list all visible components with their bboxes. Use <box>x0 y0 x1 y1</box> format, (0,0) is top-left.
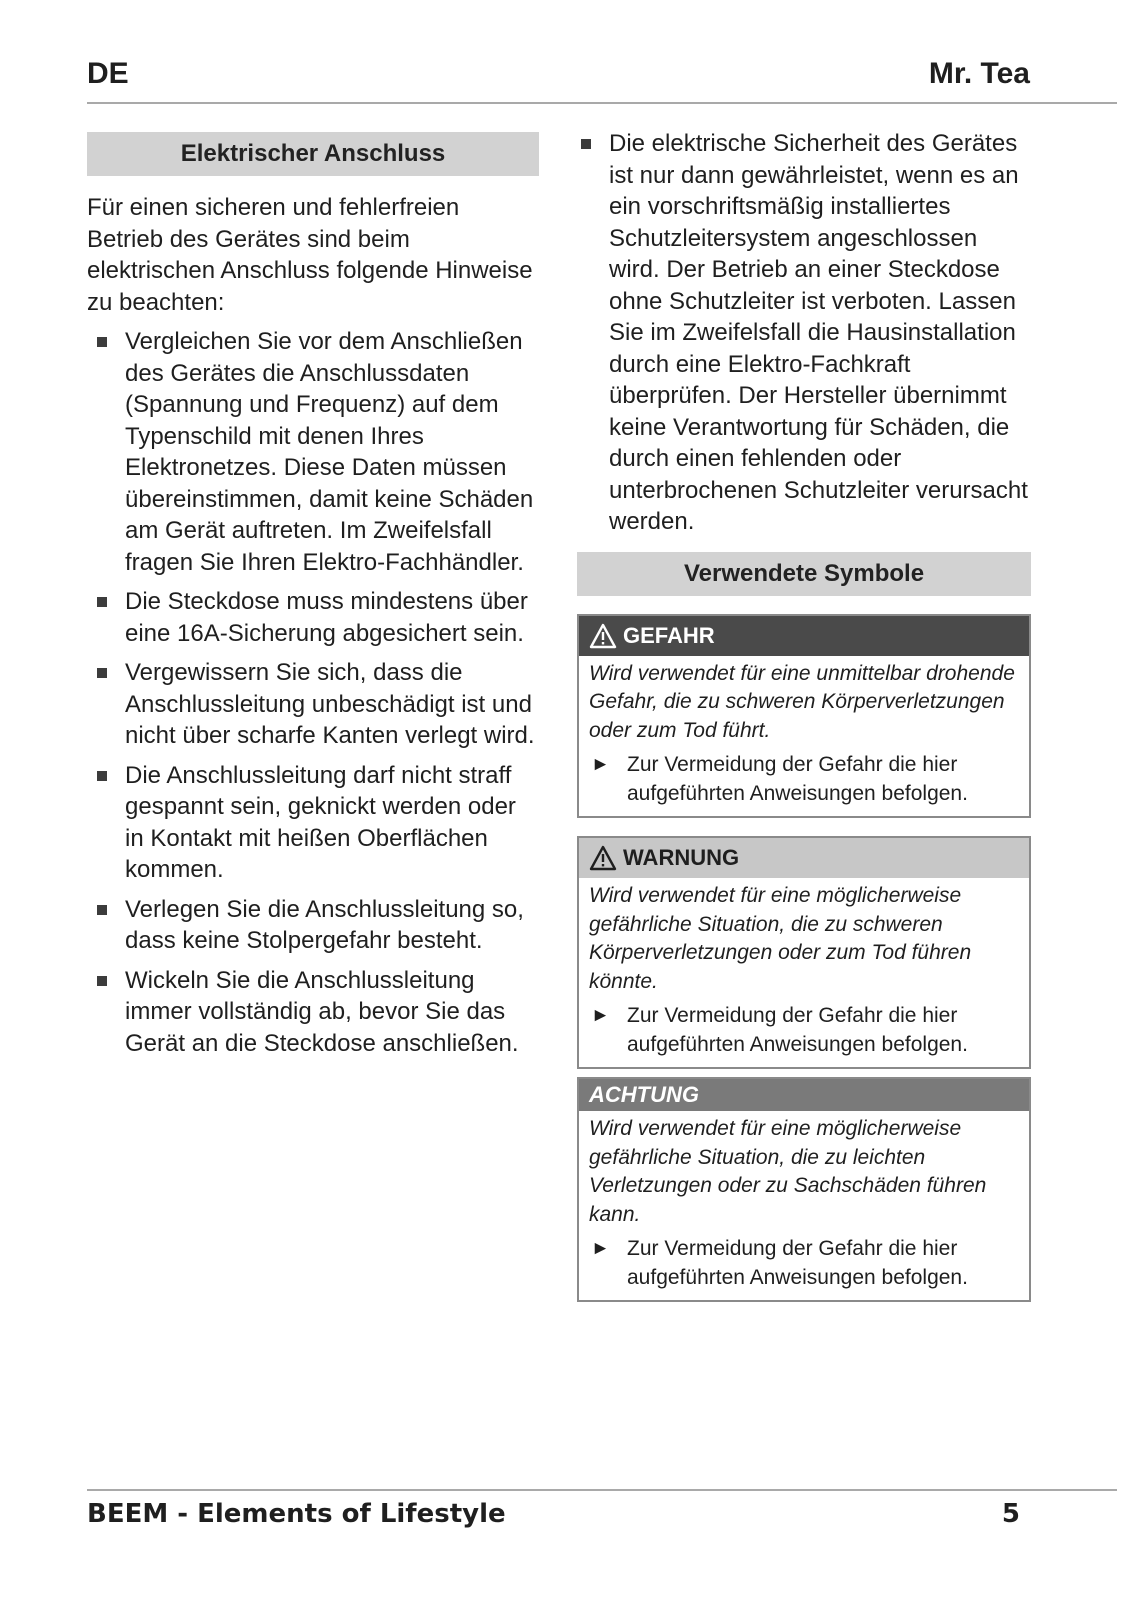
list-item-text: Wickeln Sie die Anschlussleitung immer vollständig ab, bevor Sie das Gerät an die Steckdose anschließen. <box>125 966 519 1057</box>
danger-label: GEFAHR <box>623 622 715 648</box>
warning-triangle-icon <box>589 845 617 871</box>
warning-label: WARNUNG <box>623 845 740 870</box>
danger-notice-header <box>579 616 1029 656</box>
list-item-text: Die Steckdose muss mindestens über eine 16A-Sicherung abgesichert sein. <box>125 588 528 647</box>
arrow-right-icon: ► <box>591 1238 610 1259</box>
list-item-text: Vergleichen Sie vor dem Anschließen des Gerätes die Anschlussdaten (Spannung und Frequenz) auf dem Typenschild mit denen Ihres Elektronetzes. Diese Daten müssen übereinstimmen, damit keine Schäden am Gerät auftreten. Im Zweifelsfall fragen Sie Ihren Elektro-Fachhändler. <box>125 328 534 576</box>
right-bullet-list <box>577 128 1031 538</box>
list-item <box>87 965 539 1060</box>
warning-triangle-icon <box>589 623 617 649</box>
section-title-symbols: Verwendete Symbole <box>577 552 1031 596</box>
list-item <box>87 760 539 886</box>
list-item-text: Die elektrische Sicherheit des Gerätes ist nur dann gewährleistet, wenn es an ein vorschriftsmäßig installiertes Schutzleitersystem angeschlossen wird. Der Betrieb an einer Steckdose ohne Schutzleiter ist verboten. Lassen Sie im Zweifelsfall die Hausinstallation durch eine Elektro-Fachkraft überprüfen. Der Hersteller übernimmt keine Verantwortung für Schäden, die durch einen fehlenden oder unterbrochenen Schutzleiter verursacht werden. <box>609 130 1028 535</box>
danger-notice-box <box>577 614 1031 819</box>
header-divider <box>87 102 1117 104</box>
warning-notice-box <box>577 836 1031 1069</box>
right-column <box>577 128 1031 1302</box>
bullet-square-icon <box>97 337 107 347</box>
footer-divider <box>87 1489 1117 1491</box>
header-product-name: Mr. Tea <box>928 57 1030 90</box>
bullet-square-icon <box>97 905 107 915</box>
caution-label: ACHTUNG <box>589 1082 699 1107</box>
bullet-square-icon <box>97 597 107 607</box>
danger-action <box>589 751 1019 808</box>
list-item <box>87 586 539 649</box>
left-column <box>87 132 539 1067</box>
list-item <box>87 326 539 578</box>
section-title-electrical-connection: Elektrischer Anschluss <box>87 132 539 176</box>
arrow-right-icon: ► <box>591 754 610 775</box>
danger-description: Wird verwendet für eine unmittelbar drohende Gefahr, die zu schweren Körperverletzungen oder zum Tod führt. <box>589 661 1015 742</box>
caution-notice-header <box>579 1079 1029 1111</box>
bullet-square-icon <box>581 139 591 149</box>
header-language: DE <box>87 57 129 90</box>
list-item-text: Die Anschlussleitung darf nicht straff gespannt sein, geknickt werden oder in Kontakt mit heißen Oberflächen kommen. <box>125 761 516 883</box>
bullet-square-icon <box>97 668 107 678</box>
caution-description: Wird verwendet für eine möglicherweise gefährliche Situation, die zu leichten Verletzungen oder zu Sachschäden führen kann. <box>589 1117 987 1226</box>
page-number: 5 <box>1001 1499 1020 1529</box>
danger-action-text: Zur Vermeidung der Gefahr die hier aufgeführten Anweisungen befolgen. <box>627 753 968 805</box>
warning-description: Wird verwendet für eine möglicherweise gefährliche Situation, die zu schweren Körperverletzungen oder zum Tod führen könnte. <box>589 884 972 993</box>
list-item <box>87 657 539 752</box>
bullet-square-icon <box>97 771 107 781</box>
warning-action-text: Zur Vermeidung der Gefahr die hier aufgeführten Anweisungen befolgen. <box>627 1004 968 1056</box>
warning-notice-header <box>579 838 1029 878</box>
caution-action-text: Zur Vermeidung der Gefahr die hier aufgeführten Anweisungen befolgen. <box>627 1237 968 1289</box>
warning-action <box>589 1002 1019 1059</box>
arrow-right-icon: ► <box>591 1005 610 1026</box>
left-bullet-list <box>87 326 539 1059</box>
footer-brand: BEEM - Elements of Lifestyle <box>87 1499 506 1529</box>
caution-notice-box <box>577 1077 1031 1302</box>
list-item-text: Vergewissern Sie sich, dass die Anschlussleitung unbeschädigt ist und nicht über scharfe Kanten verlegt wird. <box>125 659 535 749</box>
list-item <box>87 894 539 957</box>
list-item <box>577 128 1031 538</box>
caution-action <box>589 1235 1019 1292</box>
bullet-square-icon <box>97 976 107 986</box>
list-item-text: Verlegen Sie die Anschlussleitung so, dass keine Stolpergefahr besteht. <box>125 895 524 954</box>
intro-paragraph: Für einen sicheren und fehlerfreien Betrieb des Gerätes sind beim elektrischen Anschluss folgende Hinweise zu beachten: <box>87 194 533 316</box>
